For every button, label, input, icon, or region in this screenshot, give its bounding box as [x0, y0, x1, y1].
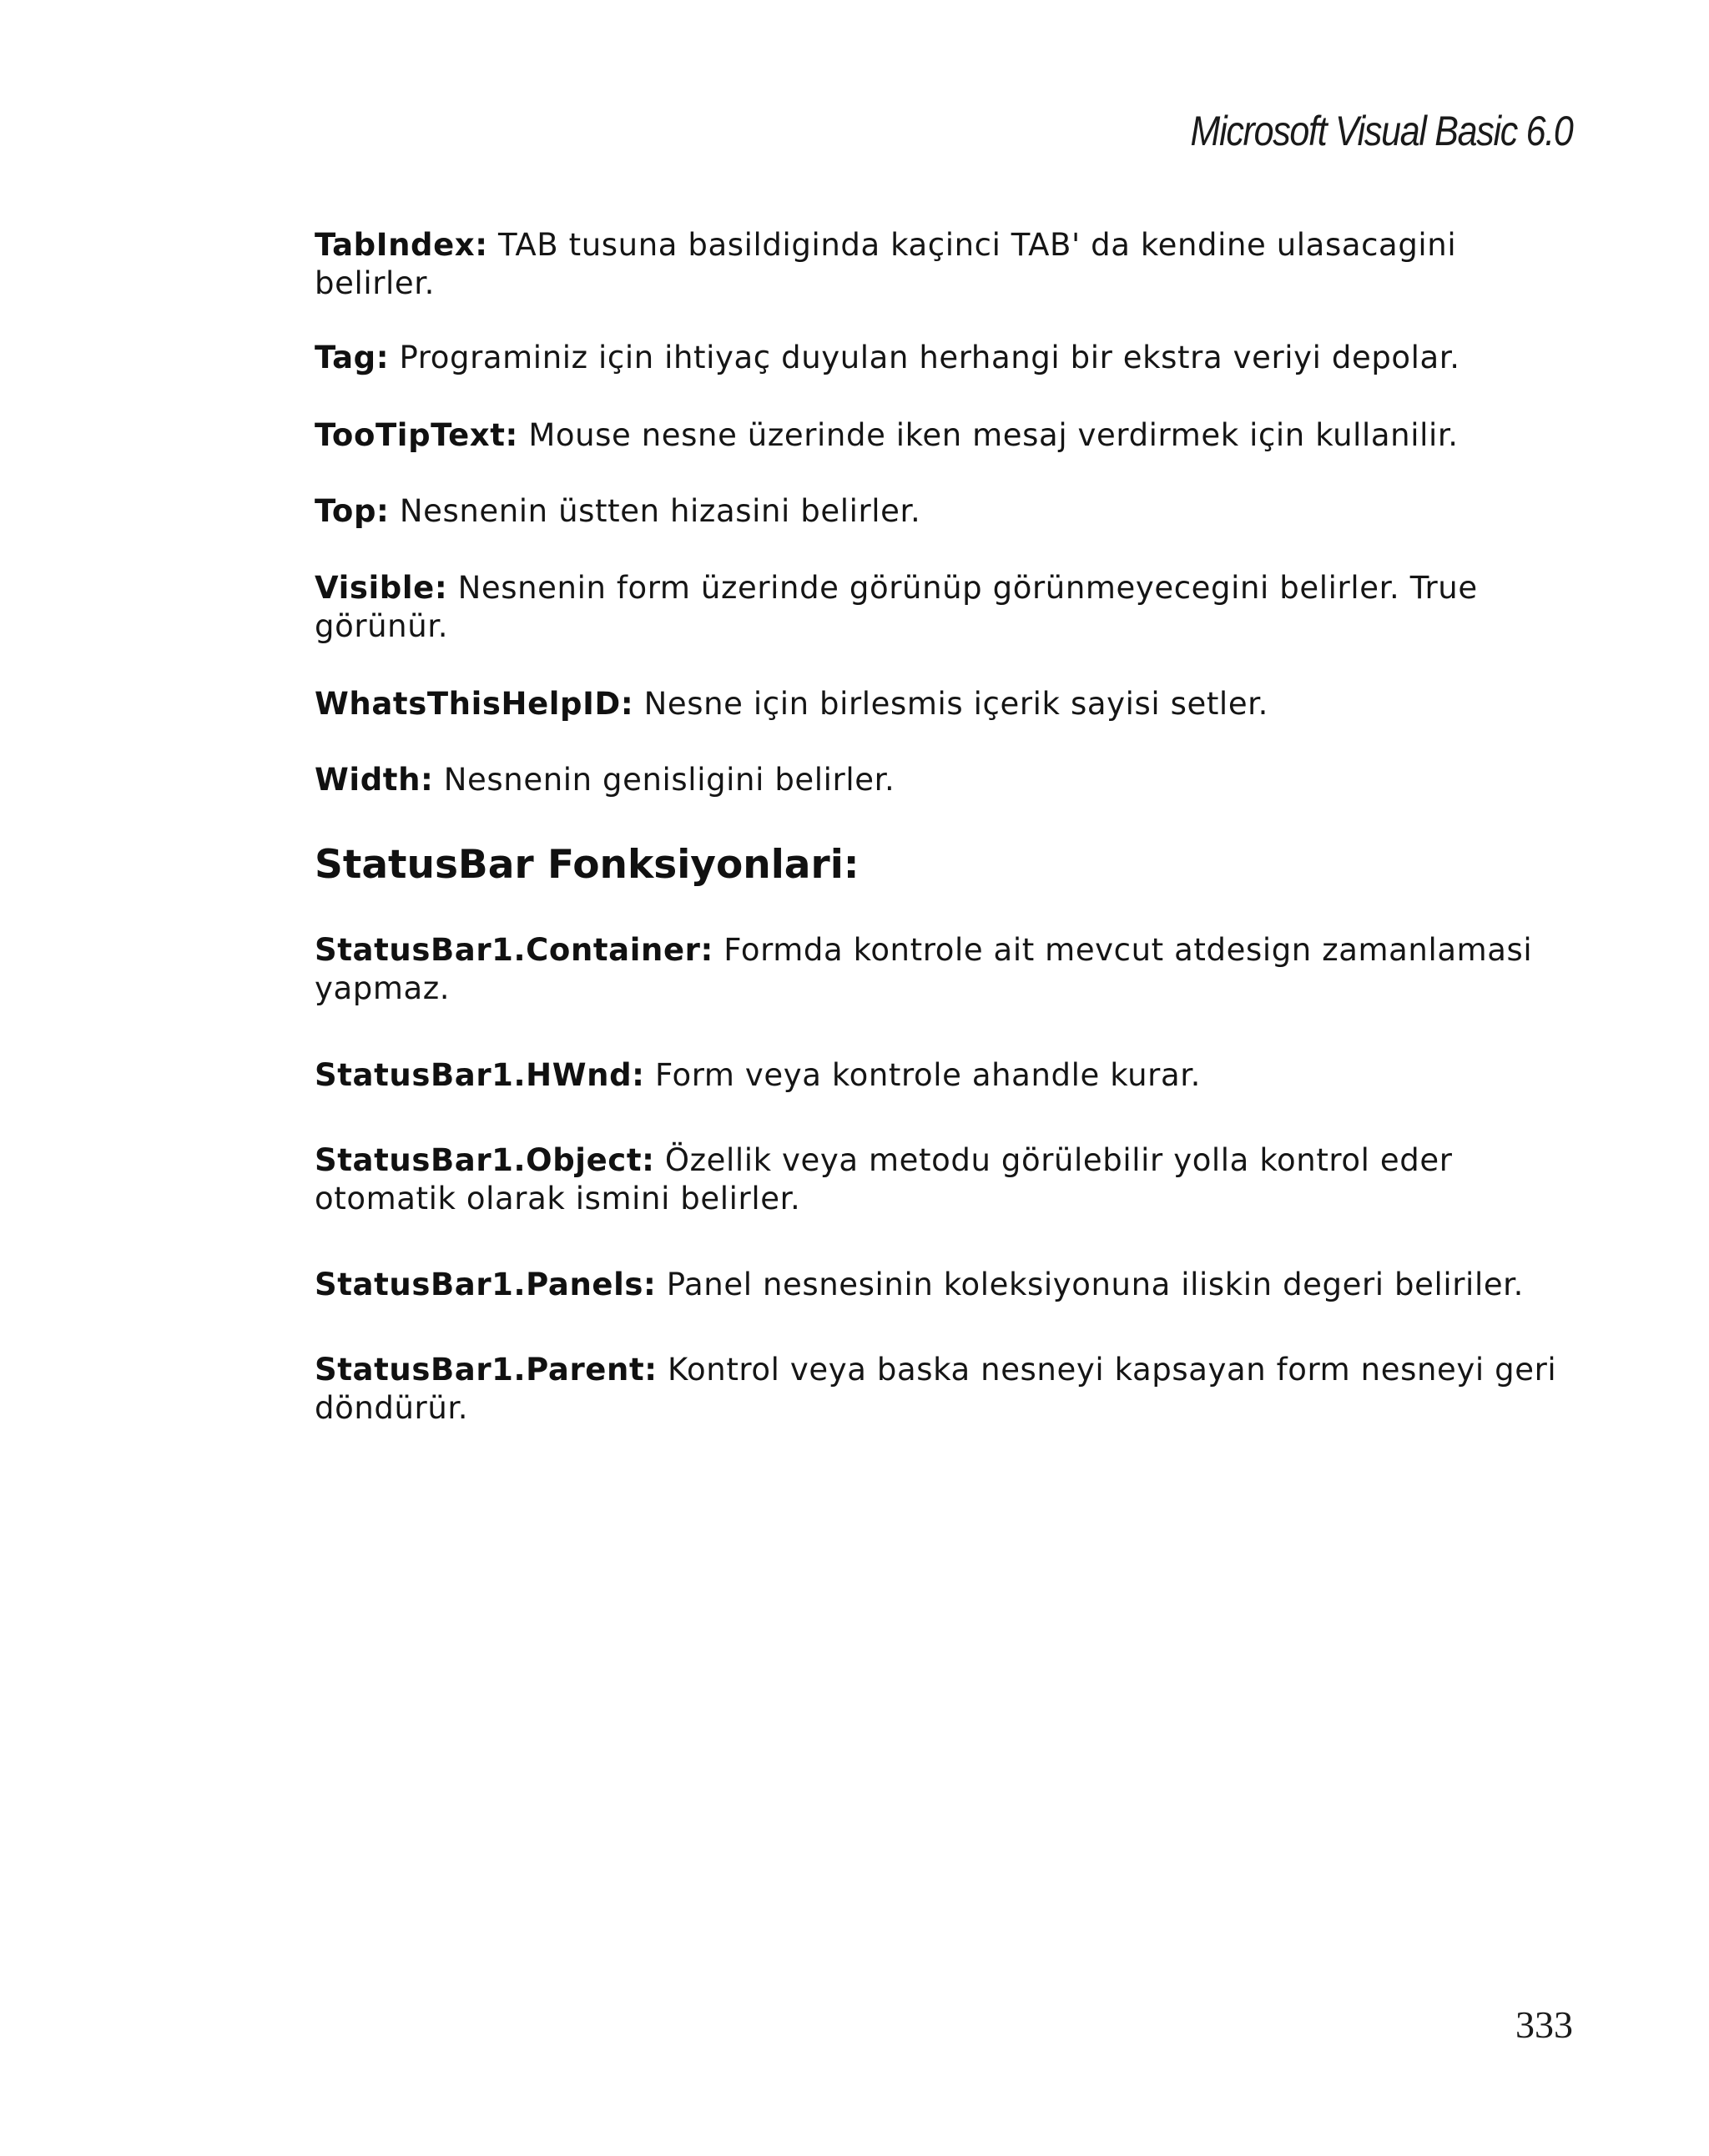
- property-description: Nesnenin form üzerinde görünüp görünmeyecegini belirler. True görünür.: [315, 570, 1478, 644]
- property-description: Nesnenin genisligini belirler.: [443, 762, 895, 798]
- property-entry-tabindex: [315, 226, 1575, 303]
- property-term: Tag:: [315, 340, 390, 375]
- property-term: TabIndex:: [315, 227, 488, 263]
- function-term: StatusBar1.Panels:: [315, 1267, 657, 1302]
- property-description: Nesne için birlesmis içerik sayisi setler.: [643, 686, 1268, 722]
- property-entry-width: [315, 761, 1575, 799]
- property-description: Programiniz için ihtiyaç duyulan herhangi bir ekstra veriyi depolar.: [399, 340, 1460, 375]
- property-entry-top: [315, 492, 1575, 531]
- function-term: StatusBar1.Container:: [315, 932, 713, 968]
- property-term: TooTipText:: [315, 417, 518, 453]
- function-entry-panels: [315, 1266, 1575, 1304]
- property-entry-whatsthishelpid: [315, 685, 1575, 723]
- property-entry-visible: [315, 569, 1575, 646]
- function-term: StatusBar1.Object:: [315, 1142, 655, 1178]
- function-entry-hwnd: [315, 1056, 1575, 1095]
- property-description: Mouse nesne üzerinde iken mesaj verdirmek için kullanilir.: [528, 417, 1459, 453]
- function-entry-parent: [315, 1351, 1575, 1428]
- property-term: WhatsThisHelpID:: [315, 686, 634, 722]
- property-entry-tag: [315, 339, 1575, 377]
- function-term: StatusBar1.HWnd:: [315, 1057, 645, 1093]
- property-entry-tooltiptext: [315, 416, 1575, 455]
- function-description: Kontrol veya baska nesneyi kapsayan form nesneyi geri döndürür.: [315, 1352, 1557, 1426]
- function-description: Formda kontrole ait mevcut atdesign zamanlamasi yapmaz.: [315, 932, 1533, 1006]
- function-entry-container: [315, 931, 1575, 1008]
- function-description: Panel nesnesinin koleksiyonuna iliskin degeri beliriler.: [666, 1267, 1524, 1302]
- property-term: Top:: [315, 493, 390, 529]
- running-header-title: Microsoft Visual Basic 6.0: [1191, 108, 1573, 154]
- property-term: Visible:: [315, 570, 448, 606]
- property-term: Width:: [315, 762, 434, 798]
- function-entry-object: [315, 1141, 1575, 1218]
- property-description: TAB tusuna basildiginda kaçinci TAB' da kendine ulasacagini belirler.: [315, 227, 1457, 301]
- section-heading: StatusBar Fonksiyonlari:: [315, 842, 860, 888]
- function-description: Form veya kontrole ahandle kurar.: [654, 1057, 1201, 1093]
- property-description: Nesnenin üstten hizasini belirler.: [399, 493, 921, 529]
- page-number: 333: [1515, 2003, 1573, 2046]
- function-term: StatusBar1.Parent:: [315, 1352, 658, 1388]
- function-description: Özellik veya metodu görülebilir yolla kontrol eder otomatik olarak ismini belirler.: [315, 1142, 1453, 1217]
